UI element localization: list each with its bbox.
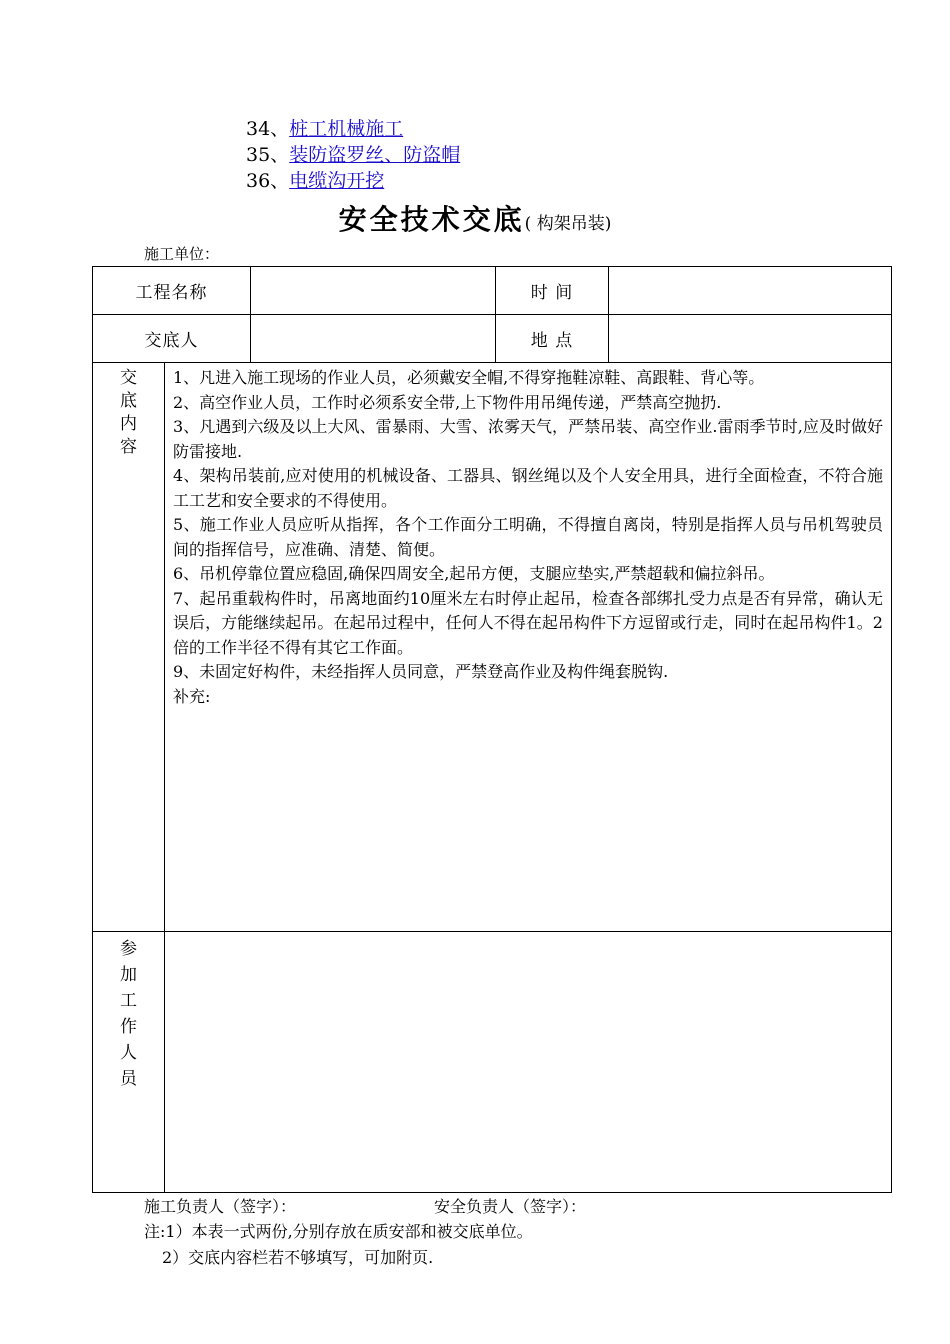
toc-list bbox=[246, 116, 460, 194]
participants-label-char: 作 bbox=[120, 1017, 137, 1037]
content-text-area[interactable] bbox=[165, 363, 892, 932]
participants-label-char: 员 bbox=[120, 1069, 137, 1089]
content-line-4: 4、架构吊装前,应对使用的机械设备、工器具、钢丝绳以及个人安全用具，进行全面检查，不符合施工工艺和安全要求的不得使用。 bbox=[173, 466, 883, 510]
time-label: 时 间 bbox=[496, 267, 609, 315]
project-name-label: 工程名称 bbox=[93, 267, 251, 315]
toc-link-35[interactable]: 装防盗罗丝、防盗帽 bbox=[289, 144, 461, 166]
content-line-9: 9、未固定好构件，未经指挥人员同意，严禁登高作业及构件绳套脱钩. bbox=[173, 662, 669, 681]
title-sub: ( 构架吊装) bbox=[524, 214, 612, 234]
participants-label bbox=[93, 932, 165, 1193]
content-line-1: 1、凡进入施工现场的作业人员，必须戴安全帽,不得穿拖鞋凉鞋、高跟鞋、背心等。 bbox=[173, 368, 765, 387]
toc-item-34 bbox=[246, 116, 460, 142]
safety-lead-signature: 安全负责人（签字）： bbox=[434, 1197, 587, 1216]
document-title bbox=[0, 198, 950, 238]
toc-number: 34、 bbox=[246, 118, 290, 140]
toc-number: 35、 bbox=[246, 144, 290, 166]
participants-label-char: 参 bbox=[120, 939, 137, 959]
note-2: 2）交底内容栏若不够填写，可加附页. bbox=[162, 1248, 434, 1267]
content-line-6: 6、吊机停靠位置应稳固,确保四周安全,起吊方便，支腿应垫实,严禁超载和偏拉斜吊。 bbox=[173, 564, 775, 583]
content-label-char: 内 bbox=[120, 414, 137, 434]
note-1: 注:1）本表一式两份,分别存放在质安部和被交底单位。 bbox=[144, 1222, 533, 1241]
location-value[interactable] bbox=[609, 315, 892, 363]
participants-label-char: 加 bbox=[120, 965, 137, 985]
construction-unit-label: 施工单位： bbox=[144, 245, 220, 263]
signature-line bbox=[144, 1194, 586, 1217]
participants-label-char: 工 bbox=[120, 991, 137, 1011]
project-name-value[interactable] bbox=[251, 267, 496, 315]
content-supplement: 补充: bbox=[173, 686, 211, 706]
construction-lead-signature: 施工负责人（签字）： bbox=[144, 1197, 297, 1216]
toc-link-34[interactable]: 桩工机械施工 bbox=[289, 118, 404, 140]
toc-item-35 bbox=[246, 142, 460, 168]
toc-link-36[interactable]: 电缆沟开挖 bbox=[289, 170, 385, 192]
form-row-participants bbox=[93, 932, 892, 1193]
content-label bbox=[93, 363, 165, 932]
content-line-7: 7、起吊重载构件时，吊离地面约10厘米左右时停止起吊，检查各部绑扎受力点是否有异常，确认无误后，方能继续起吊。在起吊过程中，任何人不得在起吊构件下方逗留或行走，同时在起吊构件1。2倍的工作半径不得有其它工作面。 bbox=[173, 588, 883, 657]
location-label: 地 点 bbox=[496, 315, 609, 363]
discloser-label: 交底人 bbox=[93, 315, 251, 363]
discloser-value[interactable] bbox=[251, 315, 496, 363]
content-label-char: 容 bbox=[120, 437, 137, 457]
participants-label-char: 人 bbox=[120, 1043, 137, 1063]
content-line-3: 3、凡遇到六级及以上大风、雷暴雨、大雪、浓雾天气，严禁吊装、高空作业.雷雨季节时,应及时做好防雷接地. bbox=[173, 417, 883, 461]
form-row-discloser bbox=[93, 315, 892, 363]
toc-item-36 bbox=[246, 168, 460, 194]
content-label-char: 交 bbox=[120, 368, 137, 388]
form-row-project bbox=[93, 267, 892, 315]
content-line-5: 5、施工作业人员应听从指挥，各个工作面分工明确，不得擅自离岗，特别是指挥人员与吊机驾驶员间的指挥信号，应准确、清楚、简便。 bbox=[173, 515, 883, 559]
disclosure-form-table bbox=[92, 266, 892, 1193]
title-main: 安全技术交底 bbox=[338, 203, 525, 236]
participants-value[interactable] bbox=[165, 932, 892, 1193]
time-value[interactable] bbox=[609, 267, 892, 315]
content-line-2: 2、高空作业人员，工作时必须系安全带,上下物件用吊绳传递，严禁高空抛扔. bbox=[173, 392, 722, 412]
toc-number: 36、 bbox=[246, 170, 290, 192]
content-label-char: 底 bbox=[120, 391, 137, 411]
form-row-content bbox=[93, 363, 892, 932]
